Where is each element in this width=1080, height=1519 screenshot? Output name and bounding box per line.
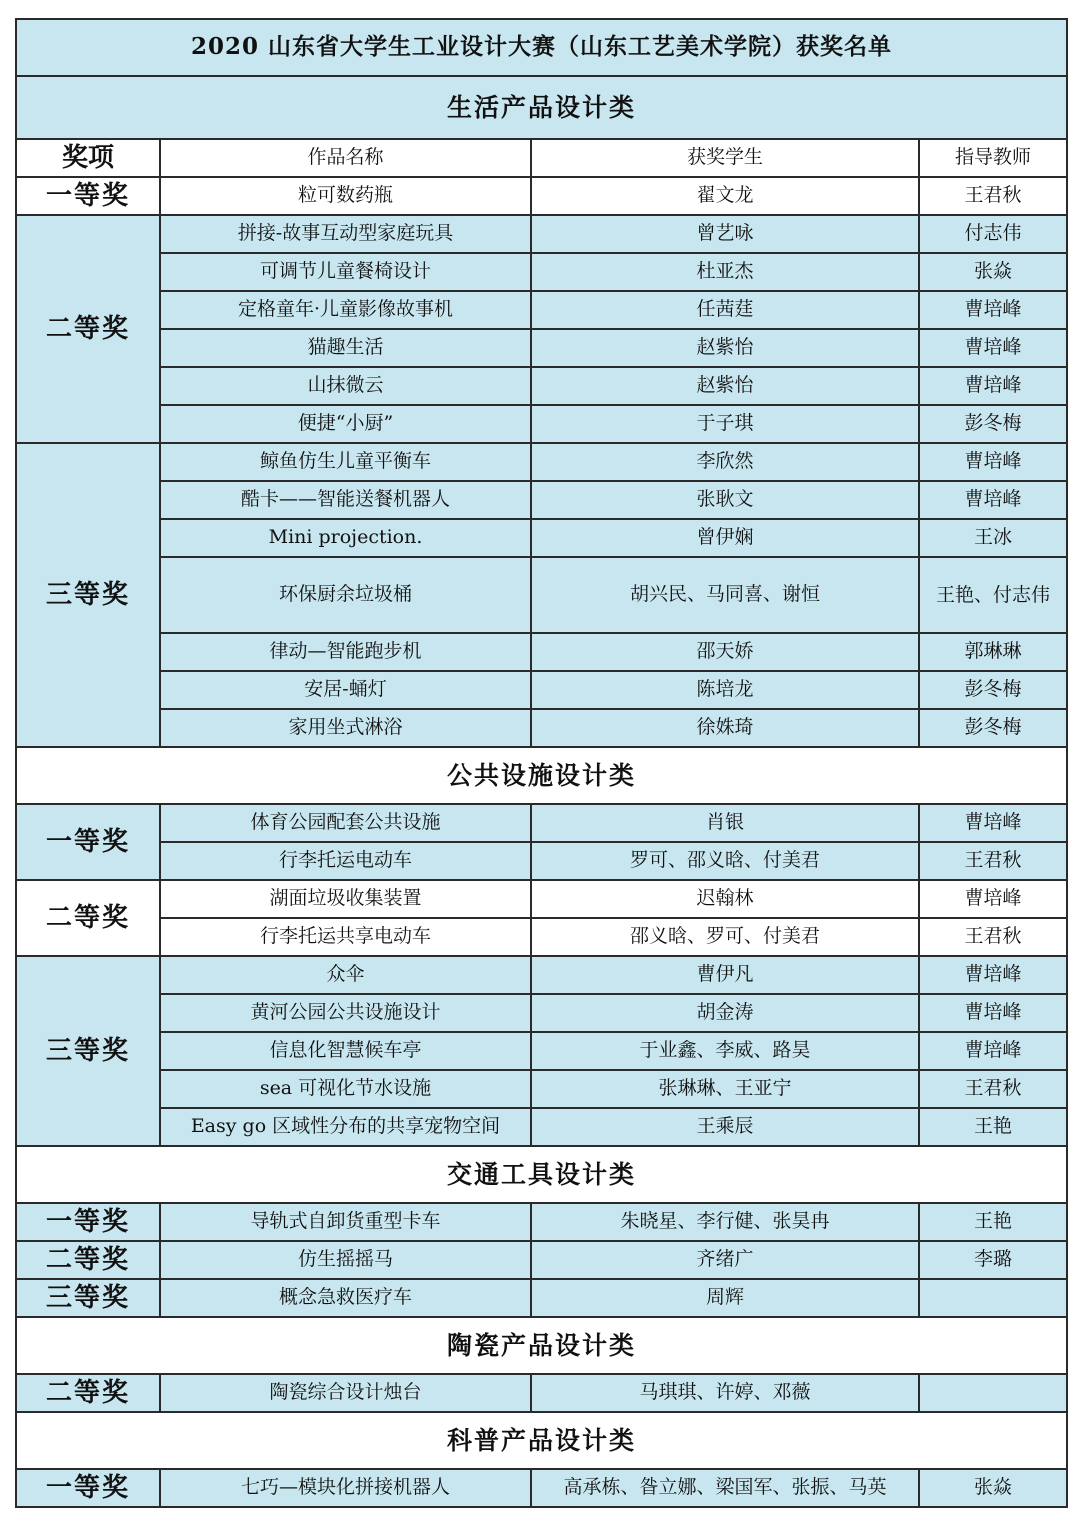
teacher-name: 曹培峰 (919, 367, 1067, 405)
work-name: 环保厨余垃圾桶 (160, 557, 531, 633)
teacher-name: 曹培峰 (919, 481, 1067, 519)
teacher-name: 王艳 (919, 1203, 1067, 1241)
teacher-name: 曹培峰 (919, 994, 1067, 1032)
header-students: 获奖学生 (531, 139, 919, 177)
student-names: 邵义晗、罗可、付美君 (531, 918, 919, 956)
teacher-name: 曹培峰 (919, 329, 1067, 367)
student-names: 曹伊凡 (531, 956, 919, 994)
teacher-name: 付志伟 (919, 215, 1067, 253)
teacher-name: 王君秋 (919, 1070, 1067, 1108)
student-names: 徐姝琦 (531, 709, 919, 747)
work-name: 仿生摇摇马 (160, 1241, 531, 1279)
teacher-name (919, 1279, 1067, 1317)
student-names: 马琪琪、许婷、邓薇 (531, 1374, 919, 1412)
work-name: 概念急救医疗车 (160, 1279, 531, 1317)
student-names: 曾伊娴 (531, 519, 919, 557)
award-level: 一等奖 (16, 804, 160, 880)
teacher-name: 李璐 (919, 1241, 1067, 1279)
table-row (16, 842, 1067, 880)
header-work: 作品名称 (160, 139, 531, 177)
teacher-name: 曹培峰 (919, 443, 1067, 481)
table-row (16, 443, 1067, 481)
student-names: 邵天娇 (531, 633, 919, 671)
table-row (16, 1469, 1067, 1507)
teacher-name: 曹培峰 (919, 956, 1067, 994)
student-names: 王乘辰 (531, 1108, 919, 1146)
student-names: 任茜莛 (531, 291, 919, 329)
award-level: 一等奖 (16, 1469, 160, 1507)
student-names: 赵紫怡 (531, 329, 919, 367)
work-name: 拼接-故事互动型家庭玩具 (160, 215, 531, 253)
table-row (16, 804, 1067, 842)
category-title: 科普产品设计类 (16, 1412, 1067, 1469)
award-list-sheet (15, 18, 1066, 1501)
table-row (16, 481, 1067, 519)
category-title: 公共设施设计类 (16, 747, 1067, 804)
award-level: 二等奖 (16, 1241, 160, 1279)
table-row (16, 519, 1067, 557)
work-name: 陶瓷综合设计烛台 (160, 1374, 531, 1412)
work-name: 鲸鱼仿生儿童平衡车 (160, 443, 531, 481)
work-name: 家用坐式淋浴 (160, 709, 531, 747)
table-row (16, 1203, 1067, 1241)
category-title: 交通工具设计类 (16, 1146, 1067, 1203)
award-level: 三等奖 (16, 956, 160, 1146)
table-row (16, 633, 1067, 671)
student-names: 赵紫怡 (531, 367, 919, 405)
table-row (16, 1241, 1067, 1279)
teacher-name: 王君秋 (919, 177, 1067, 215)
work-name: 信息化智慧候车亭 (160, 1032, 531, 1070)
work-name: 黄河公园公共设施设计 (160, 994, 531, 1032)
table-row (16, 177, 1067, 215)
teacher-name: 彭冬梅 (919, 671, 1067, 709)
category-row (16, 1317, 1067, 1374)
award-level: 二等奖 (16, 880, 160, 956)
teacher-name: 彭冬梅 (919, 709, 1067, 747)
work-name: 可调节儿童餐椅设计 (160, 253, 531, 291)
work-name: sea 可视化节水设施 (160, 1070, 531, 1108)
teacher-name: 王艳、付志伟 (919, 557, 1067, 633)
work-name: 体育公园配套公共设施 (160, 804, 531, 842)
student-names: 罗可、邵义晗、付美君 (531, 842, 919, 880)
student-names: 李欣然 (531, 443, 919, 481)
work-name: 便捷“小厨” (160, 405, 531, 443)
table-row (16, 1070, 1067, 1108)
table-row (16, 1032, 1067, 1070)
teacher-name: 张焱 (919, 1469, 1067, 1507)
work-name: 七巧—模块化拼接机器人 (160, 1469, 531, 1507)
table-row (16, 1374, 1067, 1412)
award-level: 三等奖 (16, 1279, 160, 1317)
work-name: 行李托运共享电动车 (160, 918, 531, 956)
work-name: 粒可数药瓶 (160, 177, 531, 215)
teacher-name (919, 1374, 1067, 1412)
student-names: 杜亚杰 (531, 253, 919, 291)
work-name: 湖面垃圾收集装置 (160, 880, 531, 918)
student-names: 朱晓星、李行健、张昊冉 (531, 1203, 919, 1241)
table-row (16, 405, 1067, 443)
table-row (16, 671, 1067, 709)
teacher-name: 曹培峰 (919, 880, 1067, 918)
work-name: 众伞 (160, 956, 531, 994)
teacher-name: 王艳 (919, 1108, 1067, 1146)
student-names: 胡金涛 (531, 994, 919, 1032)
work-name: 律动—智能跑步机 (160, 633, 531, 671)
header-award: 奖项 (16, 139, 160, 177)
table-row (16, 1279, 1067, 1317)
work-name: 安居-蛹灯 (160, 671, 531, 709)
award-level: 一等奖 (16, 1203, 160, 1241)
category-row (16, 747, 1067, 804)
student-names: 高承栋、昝立娜、梁国军、张振、马英 (531, 1469, 919, 1507)
award-level: 一等奖 (16, 177, 160, 215)
teacher-name: 曹培峰 (919, 804, 1067, 842)
student-names: 陈培龙 (531, 671, 919, 709)
table-row (16, 329, 1067, 367)
table-row (16, 215, 1067, 253)
category-row (16, 1412, 1067, 1469)
work-name: Mini projection. (160, 519, 531, 557)
student-names: 于子琪 (531, 405, 919, 443)
student-names: 翟文龙 (531, 177, 919, 215)
work-name: 酷卡——智能送餐机器人 (160, 481, 531, 519)
header-row (16, 139, 1067, 177)
student-names: 齐绪广 (531, 1241, 919, 1279)
student-names: 周辉 (531, 1279, 919, 1317)
table-row (16, 880, 1067, 918)
table-row (16, 956, 1067, 994)
work-name: 导轨式自卸货重型卡车 (160, 1203, 531, 1241)
header-teacher: 指导教师 (919, 139, 1067, 177)
table-row (16, 1108, 1067, 1146)
table-row (16, 918, 1067, 956)
table-row (16, 367, 1067, 405)
category-row (16, 1146, 1067, 1203)
student-names: 张耿文 (531, 481, 919, 519)
work-name: 猫趣生活 (160, 329, 531, 367)
work-name: 行李托运电动车 (160, 842, 531, 880)
category-title: 陶瓷产品设计类 (16, 1317, 1067, 1374)
award-level: 二等奖 (16, 1374, 160, 1412)
award-table (15, 18, 1068, 1508)
teacher-name: 彭冬梅 (919, 405, 1067, 443)
work-name: 定格童年·儿童影像故事机 (160, 291, 531, 329)
teacher-name: 曹培峰 (919, 1032, 1067, 1070)
teacher-name: 郭琳琳 (919, 633, 1067, 671)
teacher-name: 曹培峰 (919, 291, 1067, 329)
student-names: 曾艺咏 (531, 215, 919, 253)
work-name: 山抹微云 (160, 367, 531, 405)
award-level: 三等奖 (16, 443, 160, 747)
teacher-name: 张焱 (919, 253, 1067, 291)
table-row (16, 253, 1067, 291)
table-row (16, 557, 1067, 633)
teacher-name: 王冰 (919, 519, 1067, 557)
award-level: 二等奖 (16, 215, 160, 443)
student-names: 胡兴民、马同喜、谢恒 (531, 557, 919, 633)
title-row (16, 19, 1067, 76)
student-names: 张琳琳、王亚宁 (531, 1070, 919, 1108)
table-row (16, 291, 1067, 329)
teacher-name: 王君秋 (919, 842, 1067, 880)
work-name: Easy go 区域性分布的共享宠物空间 (160, 1108, 531, 1146)
table-row (16, 994, 1067, 1032)
student-names: 肖银 (531, 804, 919, 842)
category-title: 生活产品设计类 (16, 76, 1067, 139)
page-title: 2020 山东省大学生工业设计大赛（山东工艺美术学院）获奖名单 (16, 19, 1067, 76)
teacher-name: 王君秋 (919, 918, 1067, 956)
category-row (16, 76, 1067, 139)
student-names: 迟翰林 (531, 880, 919, 918)
student-names: 于业鑫、李威、路昊 (531, 1032, 919, 1070)
table-row (16, 709, 1067, 747)
